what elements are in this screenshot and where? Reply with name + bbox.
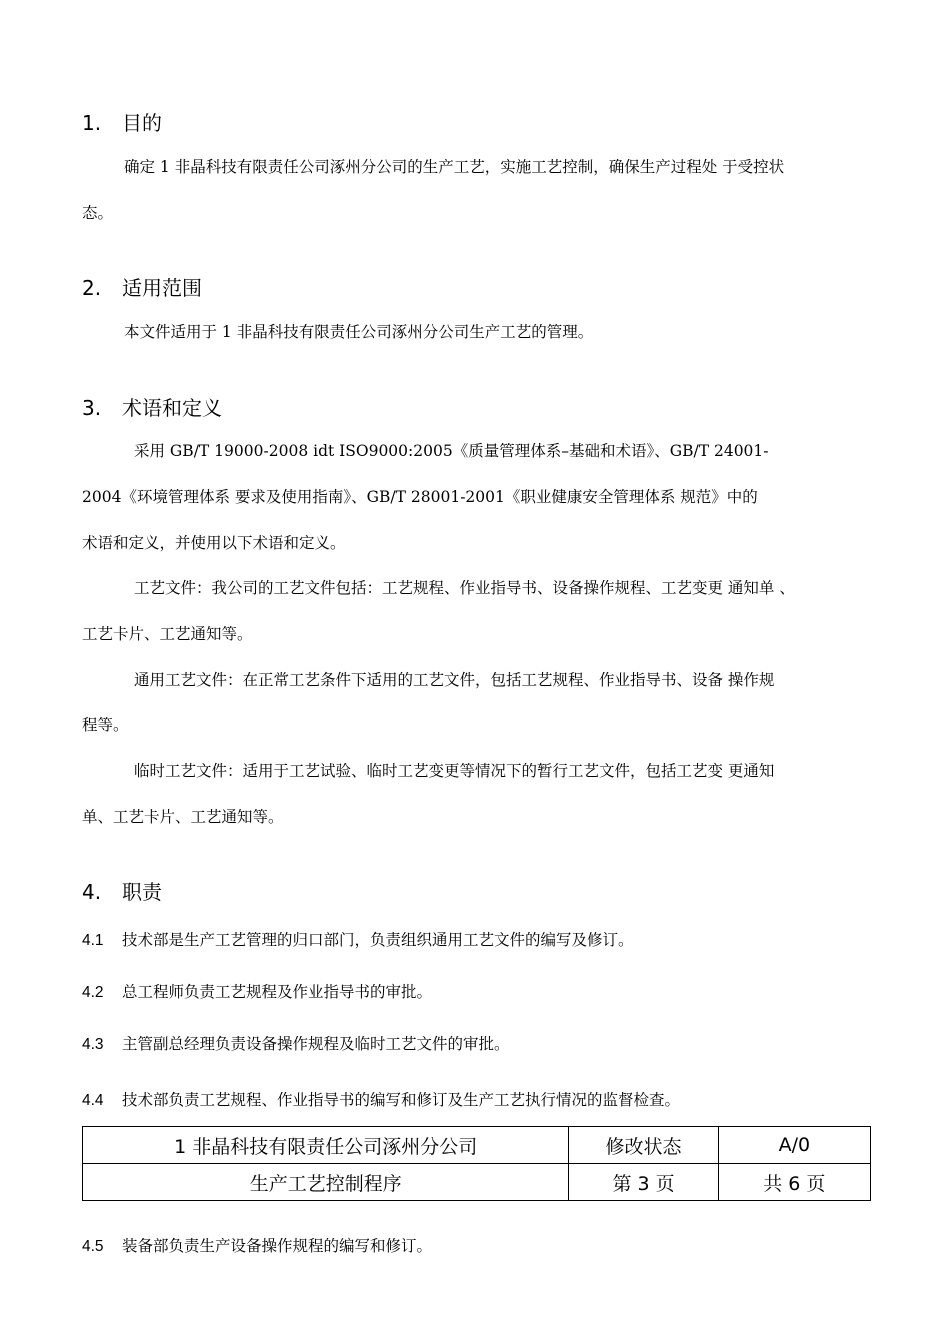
section-title: 目的 xyxy=(122,111,162,135)
paragraph-line: 工艺卡片、工艺通知等。 xyxy=(82,625,253,643)
paragraph-line: 工艺文件：我公司的工艺文件包括：工艺规程、作业指导书、设备操作规程、工艺变更 通知单 、 xyxy=(134,579,795,597)
section-number: 2. xyxy=(82,276,102,300)
section-3-heading xyxy=(82,392,222,421)
revision-value: A/0 xyxy=(718,1127,870,1164)
section-number: 1. xyxy=(82,111,102,135)
footer-row xyxy=(83,1164,871,1201)
paragraph-line: 2004《环境管理体系 要求及使用指南》、GB/T 28001-2001《职业健康安全管理体系 规范》中的 xyxy=(82,488,758,506)
list-item xyxy=(82,1032,510,1054)
item-text: 装备部负责生产设备操作规程的编写和修订。 xyxy=(122,1237,433,1255)
section-number: 4. xyxy=(82,880,102,904)
list-item xyxy=(82,980,432,1002)
section-number: 3. xyxy=(82,396,102,420)
item-text: 总工程师负责工艺规程及作业指导书的审批。 xyxy=(122,983,433,1001)
item-number: 4.4 xyxy=(82,1092,104,1109)
section-2-heading xyxy=(82,272,202,301)
item-text: 技术部是生产工艺管理的归口部门，负责组织通用工艺文件的编写及修订。 xyxy=(122,931,634,949)
paragraph-line: 临时工艺文件：适用于工艺试验、临时工艺变更等情况下的暂行工艺文件，包括工艺变 更通知 xyxy=(134,762,775,780)
paragraph-line: 本文件适用于 1 非晶科技有限责任公司涿州分公司生产工艺的管理。 xyxy=(124,323,594,341)
section-1-heading xyxy=(82,107,162,136)
paragraph-line: 通用工艺文件：在正常工艺条件下适用的工艺文件，包括工艺规程、作业指导书、设备 操作规 xyxy=(134,671,775,689)
section-title: 职责 xyxy=(122,880,162,904)
item-number: 4.5 xyxy=(82,1238,104,1255)
paragraph-line: 单、工艺卡片、工艺通知等。 xyxy=(82,808,284,826)
paragraph-line: 态。 xyxy=(82,204,114,222)
paragraph-line: 术语和定义，并使用以下术语和定义。 xyxy=(82,534,346,552)
list-item xyxy=(82,928,634,950)
section-4-heading xyxy=(82,876,162,905)
paragraph-line: 采用 GB/T 19000-2008 idt ISO9000:2005《质量管理体系–基础和术语》、GB/T 24001- xyxy=(134,442,769,460)
paragraph-line: 程等。 xyxy=(82,716,129,734)
company-name: 1 非晶科技有限责任公司涿州分公司 xyxy=(83,1127,569,1164)
item-number: 4.1 xyxy=(82,932,104,949)
item-text: 技术部负责工艺规程、作业指导书的编写和修订及生产工艺执行情况的监督检查。 xyxy=(122,1091,681,1109)
paragraph-line: 确定 1 非晶科技有限责任公司涿州分公司的生产工艺，实施工艺控制，确保生产过程处 于受控状 xyxy=(124,158,785,176)
document-footer-table xyxy=(82,1126,871,1201)
page-total: 共 6 页 xyxy=(718,1164,870,1201)
item-text: 主管副总经理负责设备操作规程及临时工艺文件的审批。 xyxy=(122,1035,510,1053)
section-title: 适用范围 xyxy=(122,276,202,300)
item-number: 4.2 xyxy=(82,984,104,1001)
list-item xyxy=(82,1088,680,1110)
list-item xyxy=(82,1234,432,1256)
document-title: 生产工艺控制程序 xyxy=(83,1164,569,1201)
section-title: 术语和定义 xyxy=(122,396,222,420)
page-current: 第 3 页 xyxy=(569,1164,718,1201)
footer-row xyxy=(83,1127,871,1164)
item-number: 4.3 xyxy=(82,1036,104,1053)
revision-label: 修改状态 xyxy=(569,1127,718,1164)
